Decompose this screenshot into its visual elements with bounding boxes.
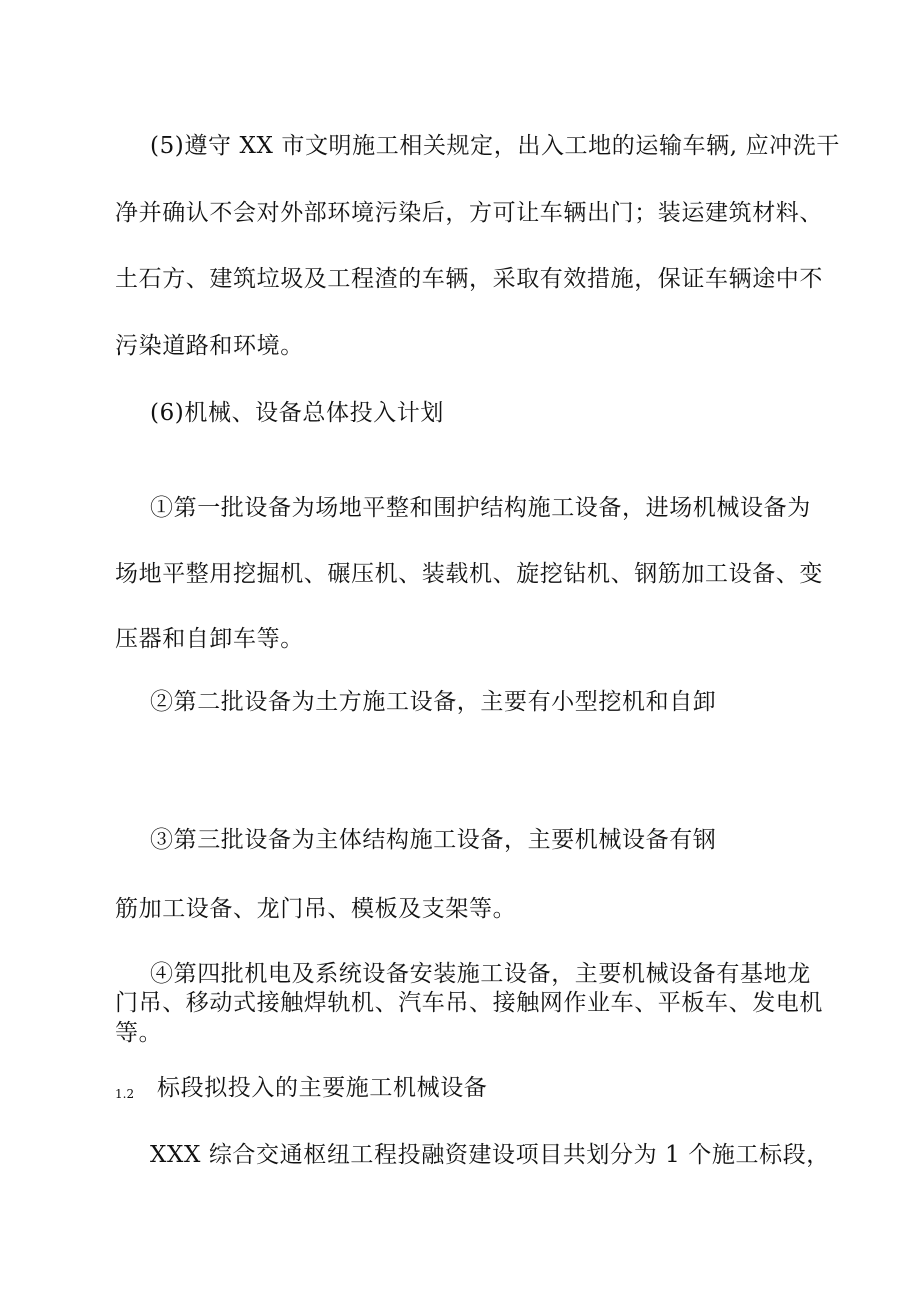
section-title: 标段拟投入的主要施工机械设备 xyxy=(157,1075,488,1101)
paragraph-5-line-3: 土石方、建筑垃圾及工程渣的车辆，采取有效措施，保证车辆途中不 xyxy=(115,266,823,292)
item-3-line-2: 筋加工设备、龙门吊、模板及支架等。 xyxy=(115,896,517,922)
paragraph-5-line-1: (5)遵守 XX 市文明施工相关规定，出入工地的运输车辆, 应冲洗干 xyxy=(150,133,840,159)
item-2-line-1: ②第二批设备为土方施工设备，主要有小型挖机和自卸 xyxy=(150,689,717,715)
item-1-line-3: 压器和自卸车等。 xyxy=(115,626,304,652)
last-paragraph-line-1: XXX 综合交通枢纽工程投融资建设项目共划分为 1 个施工标段， xyxy=(150,1142,830,1168)
paragraph-5-line-4: 污染道路和环境。 xyxy=(115,333,304,359)
section-number: 1.2 xyxy=(115,1087,135,1101)
item-4-line-2: 门吊、移动式接触焊轨机、汽车吊、接触网作业车、平板车、发电机 xyxy=(115,990,823,1016)
item-3-line-1: ③第三批设备为主体结构施工设备，主要机械设备有钢 xyxy=(150,827,717,853)
item-1-line-2: 场地平整用挖掘机、碾压机、装载机、旋挖钻机、钢筋加工设备、变 xyxy=(115,561,823,587)
item-4-line-3: 等。 xyxy=(115,1020,163,1046)
paragraph-5-line-2: 净并确认不会对外部环境污染后，方可让车辆出门；装运建筑材料、 xyxy=(115,200,823,226)
item-1-line-1: ①第一批设备为场地平整和围护结构施工设备，进场机械设备为 xyxy=(150,495,811,521)
paragraph-6-heading: (6)机械、设备总体投入计划 xyxy=(150,400,444,426)
item-4-line-1: ④第四批机电及系统设备安装施工设备，主要机械设备有基地龙 xyxy=(150,961,811,987)
